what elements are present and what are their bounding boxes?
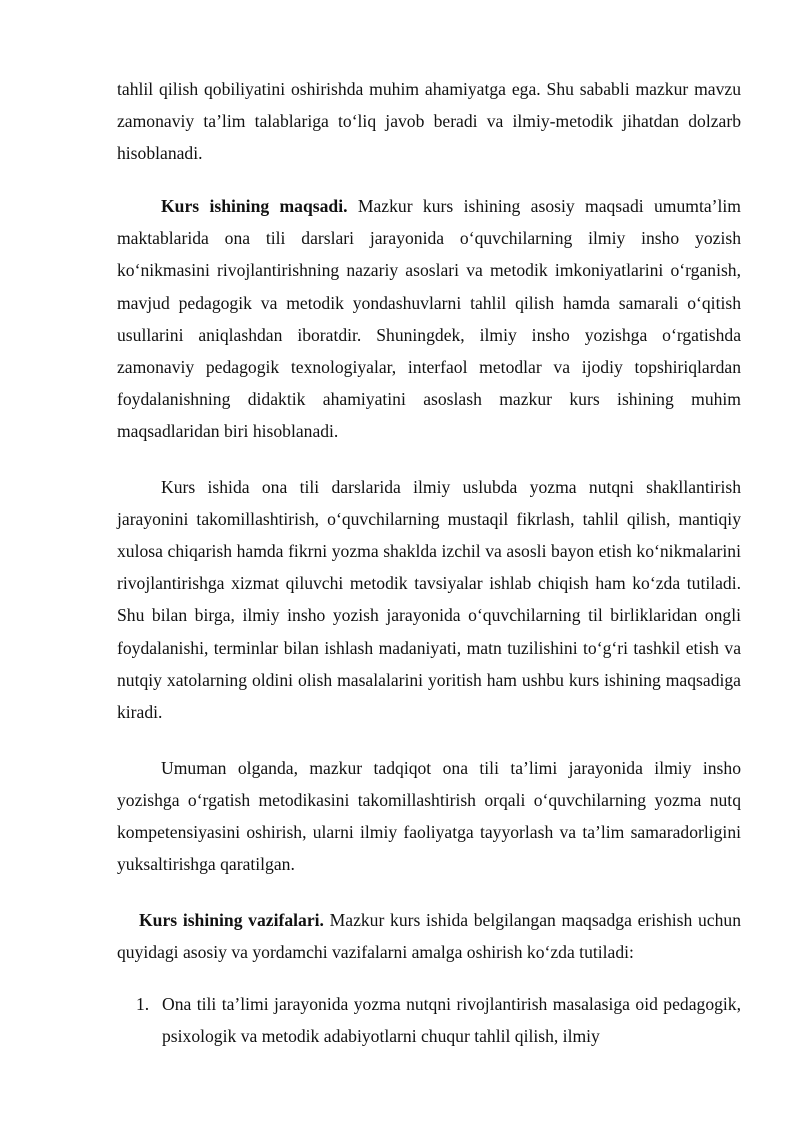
- tasks-heading: Kurs ishining vazifalari.: [139, 910, 324, 931]
- paragraph-tasks: [117, 904, 741, 968]
- goal-heading: Kurs ishining maqsadi.: [161, 196, 348, 217]
- paragraph-intro-continuation: tahlil qilish qobiliyatini oshirishda muhim ahamiyatga ega. Shu sababli mazkur mavzu zamonaviy ta’lim talablariga to‘liq javob beradi va ilmiy-metodik jihatdan dolzarb hisoblanadi.: [117, 79, 741, 164]
- paragraph-summary: Umuman olganda, mazkur tadqiqot ona tili ta’limi jarayonida ilmiy insho yozishga o‘rgatish metodikasini takomillashtirish orqali o‘quvchilarning yozma nutq kompetensiyasini oshirish, ularni ilmiy faoliyatga tayyorlash va ta’lim samaradorligini yuksaltirishga qaratilgan.: [117, 757, 741, 875]
- list-item-number: 1.: [136, 994, 150, 1015]
- list-item: [117, 988, 741, 1052]
- document-page: [117, 73, 741, 1053]
- paragraph-goal: [117, 190, 741, 447]
- paragraph-course-scope: Kurs ishida ona tili darslarida ilmiy uslubda yozma nutqni shakllantirish jarayonini takomillashtirish, o‘quvchilarning mustaqil fikrlash, tahlil qilish, mantiqiy xulosa chiqarish hamda fikrni yozma shaklda izchil va asosli bayon etish ko‘nikmalarini rivojlantirishga xizmat qiluvchi metodik tavsiyalar ishlab chiqish ham ko‘zda tutiladi. Shu bilan birga, ilmiy insho yozish jarayonida o‘quvchilarning til birliklaridan ongli foydalanishi, terminlar bilan ishlash madaniyati, matn tuzilishini to‘g‘ri tashkil etish va nutqiy xatolarning oldini olish masalalarini yoritish ham ushbu kurs ishining maqsadiga kiradi.: [117, 477, 741, 722]
- tasks-body: Mazkur kurs ishida belgilangan maqsadga erishish uchun quyidagi asosiy va yordamchi vazifalarni amalga oshirish ko‘zda tutiladi:: [117, 910, 742, 963]
- tasks-list: [117, 988, 741, 1052]
- goal-body: Mazkur kurs ishining asosiy maqsadi umumta’lim maktablarida ona tili darslari jarayonida o‘quvchilarning ilmiy insho yozish ko‘nikmasini rivojlantirishning nazariy asoslari va metodik imkoniyatlarini o‘rganish, mavjud pedagogik va metodik yondashuvlarni tahlil qilish hamda samarali o‘qitish usullarini aniqlashdan iboratdir. Shuningdek, ilmiy insho yozishga o‘rgatishda zamonaviy pedagogik texnologiyalar, interfaol metodlar va ijodiy topshiriqlardan foydalanishning didaktik ahamiyatini asoslash mazkur kurs ishining muhim maqsadlaridan biri hisoblanadi.: [117, 196, 741, 441]
- list-item-text: Ona tili ta’limi jarayonida yozma nutqni rivojlantirish masalasiga oid pedagogik, psixologik va metodik adabiyotlarni chuqur tahlil qilish, ilmiy: [162, 994, 741, 1047]
